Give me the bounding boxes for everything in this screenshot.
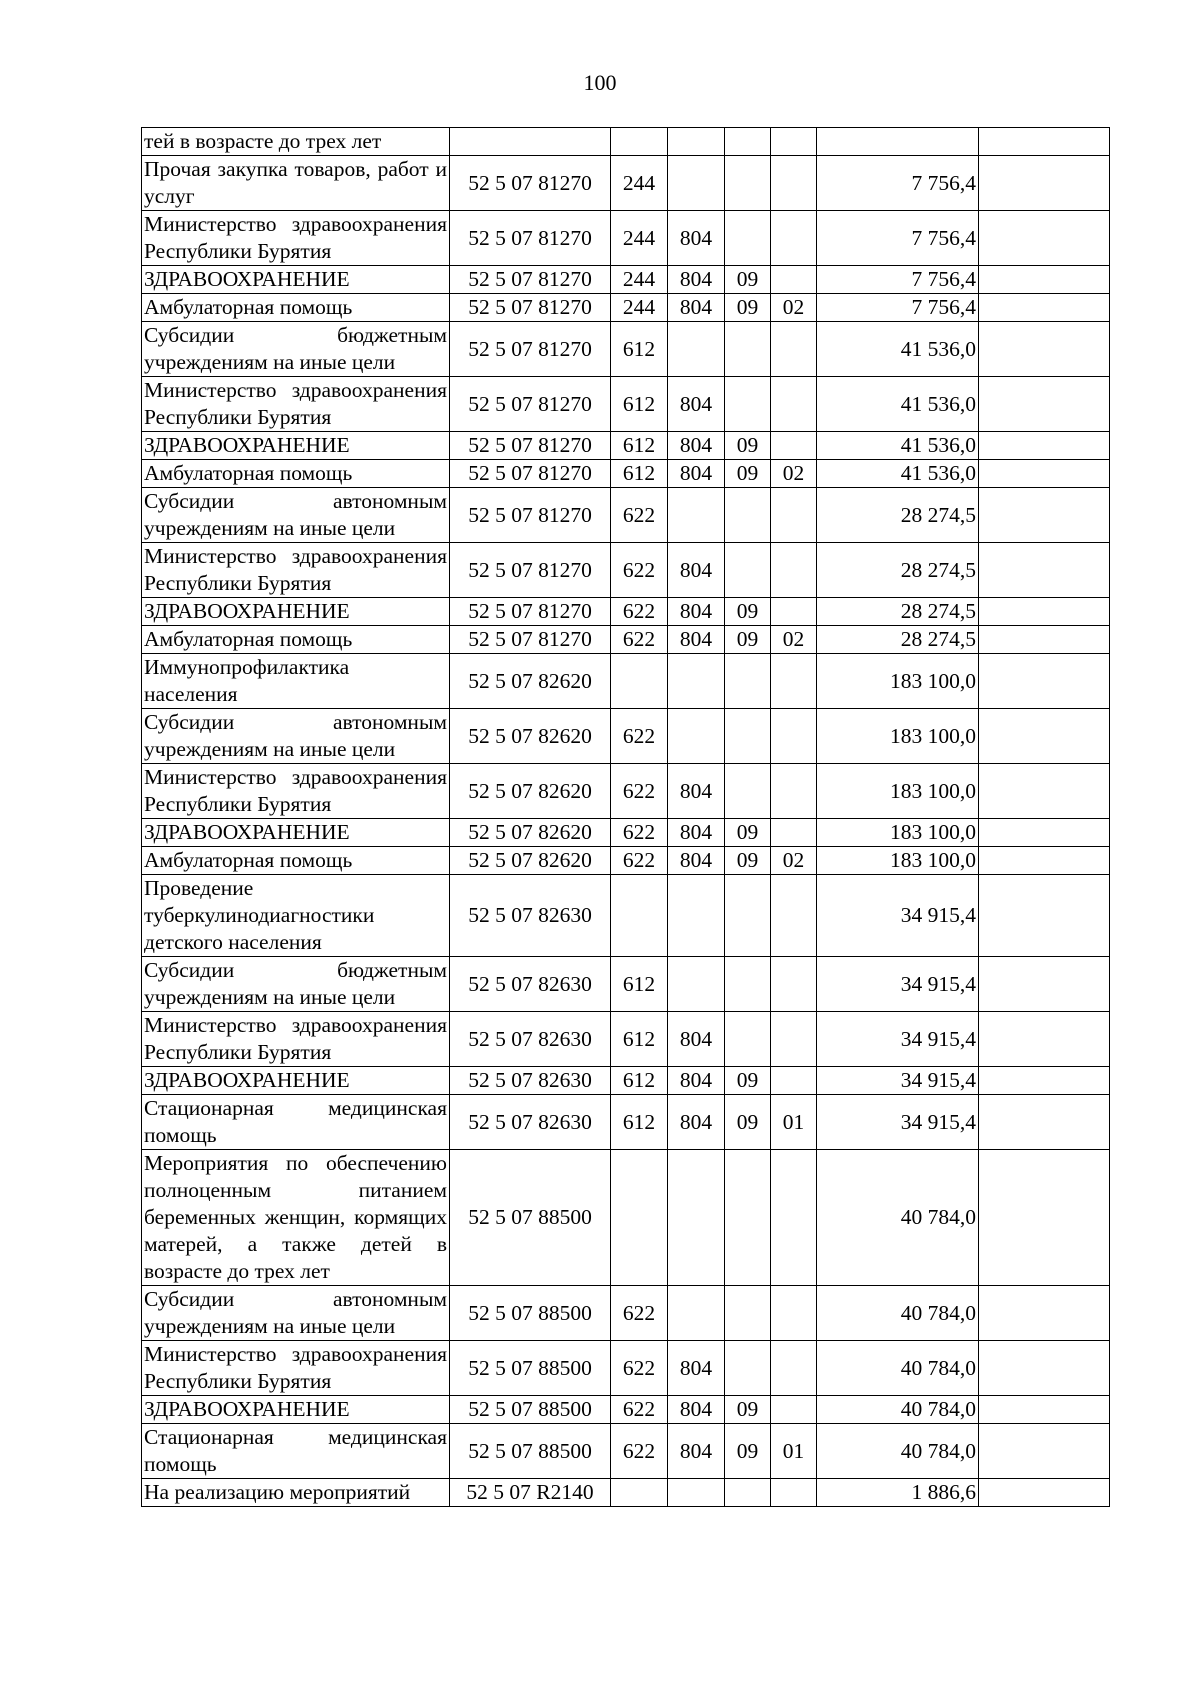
row-name-cell: ЗДРАВООХРАНЕНИЕ — [142, 432, 450, 460]
row-ministry-code-cell — [668, 488, 725, 543]
row-code-cell: 52 5 07 82630 — [450, 1012, 611, 1067]
table-row — [142, 1012, 1110, 1067]
row-subsection-cell: 02 — [771, 847, 817, 875]
row-subsection-cell — [771, 1479, 817, 1507]
row-sum-cell — [817, 128, 979, 156]
row-section-cell — [725, 543, 771, 598]
row-name-cell: Иммунопрофилактика населения — [142, 654, 450, 709]
row-section-cell — [725, 875, 771, 957]
row-empty-cell — [979, 128, 1110, 156]
row-subsection-cell — [771, 488, 817, 543]
row-code-cell: 52 5 07 81270 — [450, 322, 611, 377]
row-code-cell — [450, 128, 611, 156]
row-name-cell: Министерство здравоохранения Республики Бурятия — [142, 543, 450, 598]
table-row — [142, 957, 1110, 1012]
row-sum-cell: 183 100,0 — [817, 709, 979, 764]
row-ministry-code-cell: 804 — [668, 211, 725, 266]
row-code-cell: 52 5 07 81270 — [450, 543, 611, 598]
row-subsection-cell — [771, 957, 817, 1012]
row-name-cell: ЗДРАВООХРАНЕНИЕ — [142, 1396, 450, 1424]
row-expense-type-cell: 622 — [611, 819, 668, 847]
table-row — [142, 377, 1110, 432]
row-code-cell: 52 5 07 88500 — [450, 1396, 611, 1424]
row-ministry-code-cell — [668, 128, 725, 156]
row-name-cell: Мероприятия по обеспечению полноценным питанием беременных женщин, кормящих матерей, а также детей в возрасте до трех лет — [142, 1150, 450, 1286]
row-empty-cell — [979, 432, 1110, 460]
table-row — [142, 128, 1110, 156]
table-row — [142, 294, 1110, 322]
row-sum-cell: 183 100,0 — [817, 819, 979, 847]
row-expense-type-cell: 622 — [611, 1286, 668, 1341]
row-expense-type-cell — [611, 1150, 668, 1286]
table-row — [142, 654, 1110, 709]
table-row — [142, 211, 1110, 266]
row-section-cell — [725, 128, 771, 156]
row-sum-cell: 28 274,5 — [817, 626, 979, 654]
row-section-cell: 09 — [725, 847, 771, 875]
row-code-cell: 52 5 07 82620 — [450, 819, 611, 847]
row-empty-cell — [979, 764, 1110, 819]
row-sum-cell: 28 274,5 — [817, 488, 979, 543]
row-empty-cell — [979, 1012, 1110, 1067]
row-ministry-code-cell — [668, 875, 725, 957]
row-empty-cell — [979, 1150, 1110, 1286]
row-expense-type-cell: 612 — [611, 1012, 668, 1067]
row-code-cell: 52 5 07 82630 — [450, 875, 611, 957]
row-subsection-cell — [771, 764, 817, 819]
row-code-cell: 52 5 07 81270 — [450, 211, 611, 266]
row-empty-cell — [979, 1095, 1110, 1150]
row-expense-type-cell: 622 — [611, 847, 668, 875]
row-ministry-code-cell — [668, 1286, 725, 1341]
row-subsection-cell — [771, 266, 817, 294]
row-section-cell — [725, 211, 771, 266]
row-sum-cell: 40 784,0 — [817, 1341, 979, 1396]
row-ministry-code-cell: 804 — [668, 764, 725, 819]
table-row — [142, 432, 1110, 460]
row-name-cell: Стационарная медицинская помощь — [142, 1095, 450, 1150]
row-code-cell: 52 5 07 R2140 — [450, 1479, 611, 1507]
row-code-cell: 52 5 07 81270 — [450, 460, 611, 488]
row-ministry-code-cell: 804 — [668, 377, 725, 432]
row-expense-type-cell: 612 — [611, 957, 668, 1012]
row-expense-type-cell: 622 — [611, 764, 668, 819]
table-row — [142, 543, 1110, 598]
row-subsection-cell — [771, 875, 817, 957]
row-subsection-cell: 02 — [771, 626, 817, 654]
row-section-cell — [725, 322, 771, 377]
row-ministry-code-cell: 804 — [668, 1067, 725, 1095]
row-expense-type-cell: 622 — [611, 1396, 668, 1424]
row-subsection-cell: 02 — [771, 294, 817, 322]
row-section-cell: 09 — [725, 1095, 771, 1150]
row-name-cell: Министерство здравоохранения Республики Бурятия — [142, 211, 450, 266]
row-subsection-cell: 01 — [771, 1095, 817, 1150]
row-sum-cell: 34 915,4 — [817, 957, 979, 1012]
row-expense-type-cell: 612 — [611, 377, 668, 432]
row-expense-type-cell: 622 — [611, 543, 668, 598]
row-ministry-code-cell: 804 — [668, 819, 725, 847]
row-expense-type-cell: 622 — [611, 626, 668, 654]
row-expense-type-cell — [611, 654, 668, 709]
row-expense-type-cell: 612 — [611, 1095, 668, 1150]
row-subsection-cell — [771, 156, 817, 211]
table-row — [142, 847, 1110, 875]
row-section-cell: 09 — [725, 432, 771, 460]
row-empty-cell — [979, 819, 1110, 847]
row-empty-cell — [979, 377, 1110, 432]
row-subsection-cell — [771, 322, 817, 377]
row-expense-type-cell — [611, 1479, 668, 1507]
row-sum-cell: 34 915,4 — [817, 1012, 979, 1067]
row-code-cell: 52 5 07 82620 — [450, 764, 611, 819]
row-name-cell: ЗДРАВООХРАНЕНИЕ — [142, 819, 450, 847]
table-row — [142, 1150, 1110, 1286]
row-section-cell — [725, 709, 771, 764]
row-code-cell: 52 5 07 88500 — [450, 1424, 611, 1479]
row-name-cell: Министерство здравоохранения Республики Бурятия — [142, 764, 450, 819]
row-ministry-code-cell — [668, 957, 725, 1012]
row-expense-type-cell: 244 — [611, 211, 668, 266]
row-section-cell — [725, 156, 771, 211]
row-sum-cell: 41 536,0 — [817, 377, 979, 432]
row-name-cell: Субсидии автономным учреждениям на иные цели — [142, 488, 450, 543]
row-name-cell: Министерство здравоохранения Республики Бурятия — [142, 1341, 450, 1396]
row-name-cell: Прочая закупка товаров, работ и услуг — [142, 156, 450, 211]
row-sum-cell: 40 784,0 — [817, 1396, 979, 1424]
row-empty-cell — [979, 709, 1110, 764]
table-row — [142, 1286, 1110, 1341]
row-code-cell: 52 5 07 82630 — [450, 957, 611, 1012]
row-section-cell — [725, 1341, 771, 1396]
row-subsection-cell — [771, 709, 817, 764]
row-ministry-code-cell: 804 — [668, 598, 725, 626]
row-sum-cell: 34 915,4 — [817, 1067, 979, 1095]
row-sum-cell: 28 274,5 — [817, 543, 979, 598]
row-empty-cell — [979, 1286, 1110, 1341]
row-expense-type-cell: 612 — [611, 460, 668, 488]
row-code-cell: 52 5 07 82630 — [450, 1095, 611, 1150]
row-ministry-code-cell — [668, 322, 725, 377]
row-name-cell: На реализацию мероприятий — [142, 1479, 450, 1507]
budget-table — [141, 127, 1110, 1507]
row-sum-cell: 40 784,0 — [817, 1150, 979, 1286]
table-row — [142, 322, 1110, 377]
row-section-cell: 09 — [725, 294, 771, 322]
row-code-cell: 52 5 07 81270 — [450, 598, 611, 626]
row-empty-cell — [979, 460, 1110, 488]
row-sum-cell: 41 536,0 — [817, 460, 979, 488]
row-section-cell: 09 — [725, 460, 771, 488]
row-sum-cell: 34 915,4 — [817, 875, 979, 957]
row-ministry-code-cell: 804 — [668, 1341, 725, 1396]
row-code-cell: 52 5 07 81270 — [450, 488, 611, 543]
row-section-cell: 09 — [725, 819, 771, 847]
table-row — [142, 764, 1110, 819]
row-ministry-code-cell — [668, 1150, 725, 1286]
row-code-cell: 52 5 07 82620 — [450, 847, 611, 875]
row-empty-cell — [979, 626, 1110, 654]
row-ministry-code-cell: 804 — [668, 1396, 725, 1424]
row-sum-cell: 7 756,4 — [817, 294, 979, 322]
row-empty-cell — [979, 1341, 1110, 1396]
row-name-cell: Амбулаторная помощь — [142, 847, 450, 875]
row-subsection-cell — [771, 1067, 817, 1095]
table-row — [142, 875, 1110, 957]
row-section-cell — [725, 1012, 771, 1067]
row-expense-type-cell: 244 — [611, 156, 668, 211]
row-code-cell: 52 5 07 81270 — [450, 266, 611, 294]
row-code-cell: 52 5 07 88500 — [450, 1286, 611, 1341]
row-empty-cell — [979, 322, 1110, 377]
table-row — [142, 626, 1110, 654]
row-sum-cell: 1 886,6 — [817, 1479, 979, 1507]
row-ministry-code-cell: 804 — [668, 847, 725, 875]
row-section-cell — [725, 764, 771, 819]
table-row — [142, 1067, 1110, 1095]
row-name-cell: тей в возрасте до трех лет — [142, 128, 450, 156]
table-row — [142, 460, 1110, 488]
row-section-cell: 09 — [725, 1396, 771, 1424]
row-expense-type-cell: 622 — [611, 488, 668, 543]
row-subsection-cell — [771, 598, 817, 626]
row-empty-cell — [979, 266, 1110, 294]
row-section-cell — [725, 1479, 771, 1507]
row-subsection-cell — [771, 1286, 817, 1341]
table-row — [142, 598, 1110, 626]
row-ministry-code-cell: 804 — [668, 1012, 725, 1067]
row-subsection-cell — [771, 128, 817, 156]
row-sum-cell: 7 756,4 — [817, 211, 979, 266]
row-expense-type-cell: 622 — [611, 598, 668, 626]
row-name-cell: Амбулаторная помощь — [142, 294, 450, 322]
row-sum-cell: 183 100,0 — [817, 764, 979, 819]
table-row — [142, 709, 1110, 764]
row-section-cell — [725, 488, 771, 543]
row-name-cell: Субсидии бюджетным учреждениям на иные цели — [142, 957, 450, 1012]
row-name-cell: Амбулаторная помощь — [142, 460, 450, 488]
row-empty-cell — [979, 847, 1110, 875]
row-sum-cell: 40 784,0 — [817, 1424, 979, 1479]
row-empty-cell — [979, 875, 1110, 957]
row-name-cell: ЗДРАВООХРАНЕНИЕ — [142, 598, 450, 626]
row-sum-cell: 28 274,5 — [817, 598, 979, 626]
row-name-cell: Амбулаторная помощь — [142, 626, 450, 654]
row-section-cell: 09 — [725, 598, 771, 626]
row-ministry-code-cell: 804 — [668, 432, 725, 460]
row-ministry-code-cell: 804 — [668, 626, 725, 654]
row-ministry-code-cell — [668, 1479, 725, 1507]
row-code-cell: 52 5 07 81270 — [450, 156, 611, 211]
row-empty-cell — [979, 1424, 1110, 1479]
row-name-cell: Стационарная медицинская помощь — [142, 1424, 450, 1479]
row-empty-cell — [979, 598, 1110, 626]
row-expense-type-cell: 244 — [611, 294, 668, 322]
row-subsection-cell — [771, 543, 817, 598]
row-section-cell — [725, 1286, 771, 1341]
row-code-cell: 52 5 07 82630 — [450, 1067, 611, 1095]
row-code-cell: 52 5 07 82620 — [450, 654, 611, 709]
row-subsection-cell — [771, 819, 817, 847]
row-code-cell: 52 5 07 81270 — [450, 432, 611, 460]
row-ministry-code-cell: 804 — [668, 266, 725, 294]
budget-table-body — [142, 128, 1110, 1507]
row-section-cell — [725, 1150, 771, 1286]
row-expense-type-cell: 244 — [611, 266, 668, 294]
row-expense-type-cell: 612 — [611, 322, 668, 377]
row-subsection-cell — [771, 1396, 817, 1424]
row-ministry-code-cell — [668, 709, 725, 764]
row-name-cell: Министерство здравоохранения Республики Бурятия — [142, 377, 450, 432]
row-sum-cell: 183 100,0 — [817, 847, 979, 875]
row-subsection-cell — [771, 1150, 817, 1286]
row-expense-type-cell: 622 — [611, 1341, 668, 1396]
row-ministry-code-cell — [668, 156, 725, 211]
row-expense-type-cell: 612 — [611, 1067, 668, 1095]
table-row — [142, 1095, 1110, 1150]
row-code-cell: 52 5 07 82620 — [450, 709, 611, 764]
row-empty-cell — [979, 543, 1110, 598]
table-row — [142, 156, 1110, 211]
row-sum-cell: 34 915,4 — [817, 1095, 979, 1150]
row-empty-cell — [979, 1067, 1110, 1095]
row-ministry-code-cell: 804 — [668, 1095, 725, 1150]
row-sum-cell: 41 536,0 — [817, 432, 979, 460]
row-subsection-cell — [771, 1012, 817, 1067]
row-code-cell: 52 5 07 81270 — [450, 626, 611, 654]
row-subsection-cell — [771, 654, 817, 709]
row-section-cell — [725, 654, 771, 709]
row-section-cell: 09 — [725, 1067, 771, 1095]
row-subsection-cell — [771, 1341, 817, 1396]
row-empty-cell — [979, 957, 1110, 1012]
row-code-cell: 52 5 07 88500 — [450, 1341, 611, 1396]
row-section-cell: 09 — [725, 266, 771, 294]
row-ministry-code-cell: 804 — [668, 294, 725, 322]
row-expense-type-cell — [611, 128, 668, 156]
table-row — [142, 1396, 1110, 1424]
row-name-cell: Субсидии бюджетным учреждениям на иные цели — [142, 322, 450, 377]
table-row — [142, 1341, 1110, 1396]
row-subsection-cell — [771, 377, 817, 432]
row-section-cell: 09 — [725, 626, 771, 654]
row-sum-cell: 41 536,0 — [817, 322, 979, 377]
row-expense-type-cell: 622 — [611, 1424, 668, 1479]
row-subsection-cell — [771, 432, 817, 460]
table-row — [142, 488, 1110, 543]
row-expense-type-cell — [611, 875, 668, 957]
row-expense-type-cell: 612 — [611, 432, 668, 460]
row-section-cell — [725, 377, 771, 432]
row-name-cell: ЗДРАВООХРАНЕНИЕ — [142, 1067, 450, 1095]
row-ministry-code-cell: 804 — [668, 543, 725, 598]
table-row — [142, 1479, 1110, 1507]
row-sum-cell: 7 756,4 — [817, 266, 979, 294]
row-name-cell: Министерство здравоохранения Республики Бурятия — [142, 1012, 450, 1067]
row-sum-cell: 40 784,0 — [817, 1286, 979, 1341]
table-row — [142, 1424, 1110, 1479]
page-number: 100 — [583, 70, 617, 95]
row-empty-cell — [979, 1396, 1110, 1424]
row-code-cell: 52 5 07 88500 — [450, 1150, 611, 1286]
row-name-cell: Проведение туберкулинодиагностики детского населения — [142, 875, 450, 957]
row-section-cell: 09 — [725, 1424, 771, 1479]
row-name-cell: ЗДРАВООХРАНЕНИЕ — [142, 266, 450, 294]
row-subsection-cell: 01 — [771, 1424, 817, 1479]
row-name-cell: Субсидии автономным учреждениям на иные цели — [142, 1286, 450, 1341]
row-subsection-cell — [771, 211, 817, 266]
row-expense-type-cell: 622 — [611, 709, 668, 764]
row-code-cell: 52 5 07 81270 — [450, 377, 611, 432]
row-ministry-code-cell — [668, 654, 725, 709]
row-sum-cell: 7 756,4 — [817, 156, 979, 211]
row-section-cell — [725, 957, 771, 1012]
row-empty-cell — [979, 156, 1110, 211]
table-row — [142, 819, 1110, 847]
table-row — [142, 266, 1110, 294]
row-sum-cell: 183 100,0 — [817, 654, 979, 709]
row-subsection-cell: 02 — [771, 460, 817, 488]
row-empty-cell — [979, 294, 1110, 322]
row-code-cell: 52 5 07 81270 — [450, 294, 611, 322]
row-empty-cell — [979, 488, 1110, 543]
row-empty-cell — [979, 211, 1110, 266]
row-name-cell: Субсидии автономным учреждениям на иные цели — [142, 709, 450, 764]
row-ministry-code-cell: 804 — [668, 1424, 725, 1479]
row-empty-cell — [979, 1479, 1110, 1507]
row-ministry-code-cell: 804 — [668, 460, 725, 488]
row-empty-cell — [979, 654, 1110, 709]
